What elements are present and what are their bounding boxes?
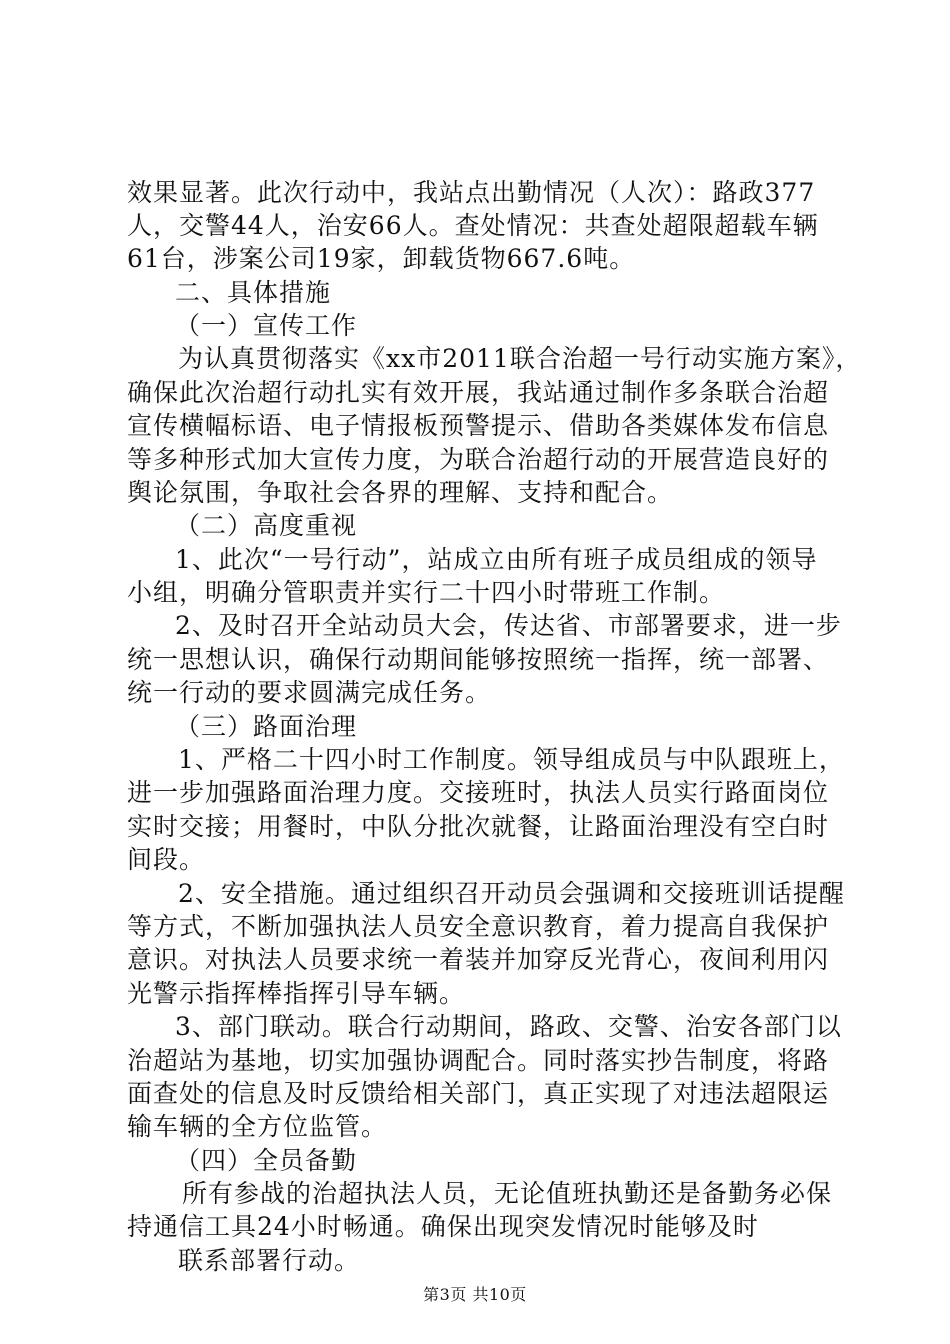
section-heading: 二、具体措施	[175, 278, 332, 307]
text-line: 宣传横幅标语、电子情报板预警提示、借助各类媒体发布信息	[127, 411, 830, 440]
text-line: 面查处的信息及时反馈给相关部门，真正实现了对违法超限运	[127, 1079, 830, 1108]
text-line: 实时交接；用餐时，中队分批次就餐，让路面治理没有空白时	[127, 812, 830, 841]
text-line: 治超站为基地，切实加强协调配合。同时落实抄告制度，将路	[127, 1046, 830, 1075]
text-line: 持通信工具24小时畅通。确保出现突发情况时能够及时	[127, 1212, 759, 1241]
text-line: 等多种形式加大宣传力度，为联合治超行动的开展营造良好的	[127, 445, 830, 474]
text-line: 确保此次治超行动扎实有效开展，我站通过制作多条联合治超	[127, 378, 830, 407]
text-line: 1、此次“一号行动”，站成立由所有班子成员组成的领导	[175, 545, 818, 574]
text-line: 进一步加强路面治理力度。交接班时，执法人员实行路面岗位	[127, 778, 830, 807]
text-line: 小组，明确分管职责并实行二十四小时带班工作制。	[127, 578, 726, 607]
text-line: 效果显著。此次行动中，我站点出勤情况（人次）：路政377	[127, 178, 816, 207]
text-line: 人，交警44人，治安66人。查处情况：共查处超限超载车辆	[127, 211, 819, 240]
text-line: 统一行动的要求圆满完成任务。	[127, 678, 492, 707]
text-line: 光警示指挥棒指挥引导车辆。	[127, 979, 466, 1008]
text-line: 所有参战的治超执法人员，无论值班执勤还是备勤务必保	[182, 1179, 833, 1208]
text-line: 统一思想认识，确保行动期间能够按照统一指挥，统一部署、	[127, 645, 830, 674]
page-number-footer: 第3页 共10页	[423, 1285, 527, 1304]
text-line: 意识。对执法人员要求统一着装并加穿反光背心，夜间利用闪	[127, 945, 830, 974]
text-line: 2、安全措施。通过组织召开动员会强调和交接班训话提醒	[178, 879, 845, 908]
text-line: 联系部署行动。	[178, 1246, 361, 1275]
text-line: 输车辆的全方位监管。	[127, 1112, 388, 1141]
text-line: 等方式，不断加强执法人员安全意识教育，着力提高自我保护	[127, 912, 830, 941]
subsection-heading: （四）全员备勤	[175, 1146, 358, 1175]
text-line: 为认真贯彻落实《xx市2011联合治超一号行动实施方案》，	[178, 344, 862, 373]
text-line: 3、部门联动。联合行动期间，路政、交警、治安各部门以	[175, 1012, 842, 1041]
text-line: 61台，涉案公司19家，卸载货物667.6吨。	[127, 244, 636, 273]
subsection-heading: （一）宣传工作	[175, 311, 358, 340]
text-line: 1、严格二十四小时工作制度。领导组成员与中队跟班上，	[178, 745, 845, 774]
text-line: 舆论氛围，争取社会各界的理解、支持和配合。	[127, 478, 674, 507]
subsection-heading: （二）高度重视	[175, 511, 358, 540]
text-line: 2、及时召开全站动员大会，传达省、市部署要求，进一步	[175, 611, 842, 640]
subsection-heading: （三）路面治理	[175, 712, 358, 741]
text-line: 间段。	[127, 845, 206, 874]
